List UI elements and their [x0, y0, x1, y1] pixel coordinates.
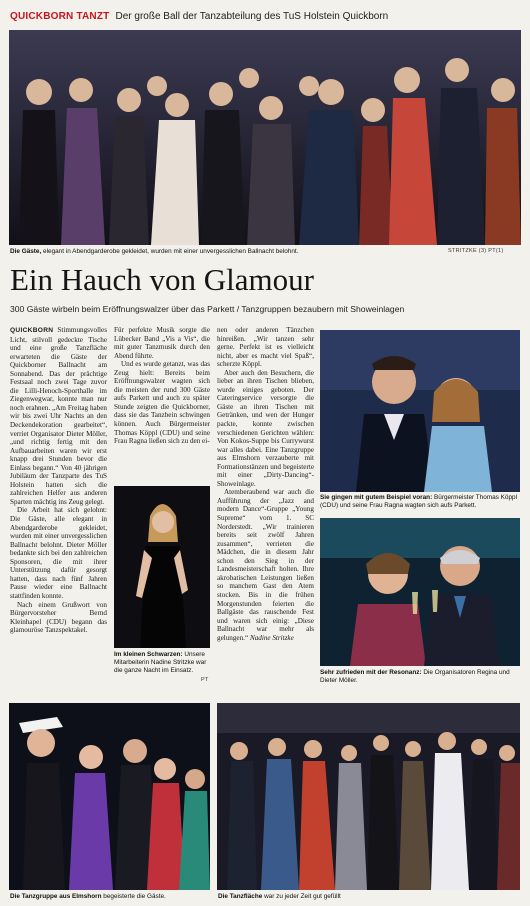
caption-lead: Die Gäste,	[10, 248, 42, 255]
dancegroup-photo-frame	[9, 703, 210, 890]
mayor-photo-frame	[320, 330, 520, 492]
section-tag: QUICKBORN TANZT	[10, 11, 110, 22]
caption-text: Bürgermeister Thomas Köppl (CDU) und seine Frau Ragna wagten sich aufs Parkett.	[320, 494, 517, 509]
photo-credit: STRITZKE (3) PT(1)	[448, 248, 504, 254]
caption-lead: Sie gingen mit gutem Beispiel voran:	[320, 494, 433, 501]
caption-lead: Im kleinen Schwarzen:	[114, 651, 183, 658]
mayor-couple-photo	[320, 330, 520, 492]
section-subtitle: Der große Ball der Tanzabteilung des TuS Holstein Quickborn	[115, 11, 389, 22]
paragraph: Atemberaubend war auch die Aufführung der „Jazz and modern Dance“-Gruppe „Young Supreme“ vom 1. SC Norderstedt. „Wir trainieren bereits seit zwölf Jahren zusammen“, verrieten die Mädchen, die in diesem Jahr schon den Sieg in der Landesmeisterschaft holten. Ihre akrobatischen Leistungen ließen so manchem Gast den Atem stocken. Bis in die frühen Morgenstunden feierten die Ballgäste das rauschende Fest und waren sich einig: „Diese Ballnacht war mehr als gelungen.“	[217, 488, 314, 642]
caption-lead: Sehr zufrieden mit der Resonanz:	[320, 669, 422, 676]
caption-text: begeisterte die Gäste.	[103, 893, 166, 900]
caption-text: Unsere Mitarbeiterin Nadine Stritzke war die ganze Nacht im Einsatz.	[114, 651, 207, 674]
organizers-photo-caption	[320, 669, 520, 687]
article-column-3	[217, 326, 314, 698]
dancegroup-photo-caption	[10, 893, 210, 902]
author-byline: Nadine Stritzke	[249, 633, 294, 642]
paragraph: Für perfekte Musik sorgte die Lübecker Band „Vis a Vis“, die mit guter Tanzmusik durch den Abend führte.	[114, 326, 210, 360]
paragraph: Stimmungsvolles Licht, stilvoll gedeckte Tische und eine große Tanzfläche erwarteten die Gäste der Quickborner Ballnacht am Sonnabend. Das der prächtige Festsaal noch zwei Tage zuvor die Lilli-Henoch-Sporthalle im Ziegenwegwar, konnte man nur noch erahnen. „Am Freitag haben wir bis zwei Uhr Nachts an den Deckendekoration gearbeitet“, verriet Organisator Dieter Möller, „und richtig fertig mit den Aufbauarbeiten waren wir erst knapp drei Stunden bevor die Einlass begann.“ Von 40 jährigen Jubiläum der Tanzparte des TuS Holstein hatten sich die zahlreichen Helfer aus anderen Sparten mächtig ins Zeug gelegt.	[10, 326, 107, 506]
organizers-photo-frame	[320, 518, 520, 666]
singer-photo-frame	[114, 486, 210, 648]
top-photo-caption	[10, 248, 410, 257]
dancefloor-photo-caption	[218, 893, 520, 902]
caption-text: war zu jeder Zeit gut gefüllt	[264, 893, 341, 900]
article-column-2	[114, 326, 210, 476]
ballroom-guests-photo	[9, 30, 521, 245]
dancefloor-photo-frame	[217, 703, 520, 890]
singer-photo	[114, 486, 210, 648]
singer-photo-caption	[114, 651, 210, 685]
top-photo	[9, 30, 521, 245]
paragraph: Aber auch den Besuchern, die lieber an ihren Tischen blieben, wurde einiges geboten. Der Cateringservice versorgte die Gäste an ihren Tischen mit Getränken, und wen der Hunger packte, konnte zwischen verschiedenen Gerichten wählen: Von Kokos-Suppe bis Currywurst war alles dabei. Eine Tanzgruppe aus Elmshorn verzauberte mit Formationstänzen und begeisterte mit einer „Dirty-Dancing“-Showeinlage.	[217, 368, 314, 488]
dancefloor-photo	[217, 703, 520, 890]
subheadline: 300 Gäste wirbeln beim Eröffnungswalzer über das Parkett / Tanzgruppen bezaubern mit Showeinlagen	[10, 304, 405, 314]
mayor-photo-caption	[320, 494, 520, 512]
paragraph: nen oder anderen Tänzchen hinreißen. „Wir tanzen sehr gerne. Perfekt ist es vielleicht nicht, aber es macht viel Spaß“, scherzte Köppl.	[217, 326, 314, 369]
dance-group-photo	[9, 703, 210, 890]
section-kicker	[10, 10, 520, 24]
caption-text: Die Organisatoren Regina und Dieter Möller.	[320, 669, 510, 684]
caption-lead: Die Tanzgruppe aus Elmshorn	[10, 893, 102, 900]
paragraph: Und es wurde getanzt, was das Zeug hielt: Bereits beim Eröffnungswalzer wagten sich die meisten der rund 300 Gäste aufs Parkett und auch zu später Stunde zeigten die Quickborner, dass sie das Tanzbein schwingen können. Auch Bürgermeister Thomas Köppl (CDU) und seine Frau Ragna ließen sich zu den ei-	[114, 360, 210, 446]
article-column-1	[10, 326, 107, 698]
headline: Ein Hauch von Glamour	[10, 262, 314, 297]
caption-text: elegant in Abendgarderobe gekleidet, wurden mit einer unvergesslichen Ballnacht belohnt.	[43, 248, 299, 255]
paragraph: Die Arbeit hat sich gelohnt: Die Gäste, alle elegant in Abendgarderobe gekleidet, wurden mit einer unvergesslichen Ballnacht belohnt. Dieter Möller bedankte sich bei den zahlreichen Sponsoren, die mit ihrer Unterstützung dafür gesorgt hatten, dass nach fünf Jahren Pause wieder eine Ballnacht stattfinden konnte.	[10, 506, 107, 600]
dateline: QUICKBORN	[10, 327, 54, 334]
photo-credit: PT	[201, 677, 209, 683]
organizers-toast-photo	[320, 518, 520, 666]
caption-lead: Die Tanzfläche	[218, 893, 263, 900]
paragraph: Nach einem Grußwort von Bürgervorsteher Bernd Kleinhapel (CDU) begann das glamouröse Tanzspektakel.	[10, 600, 107, 635]
